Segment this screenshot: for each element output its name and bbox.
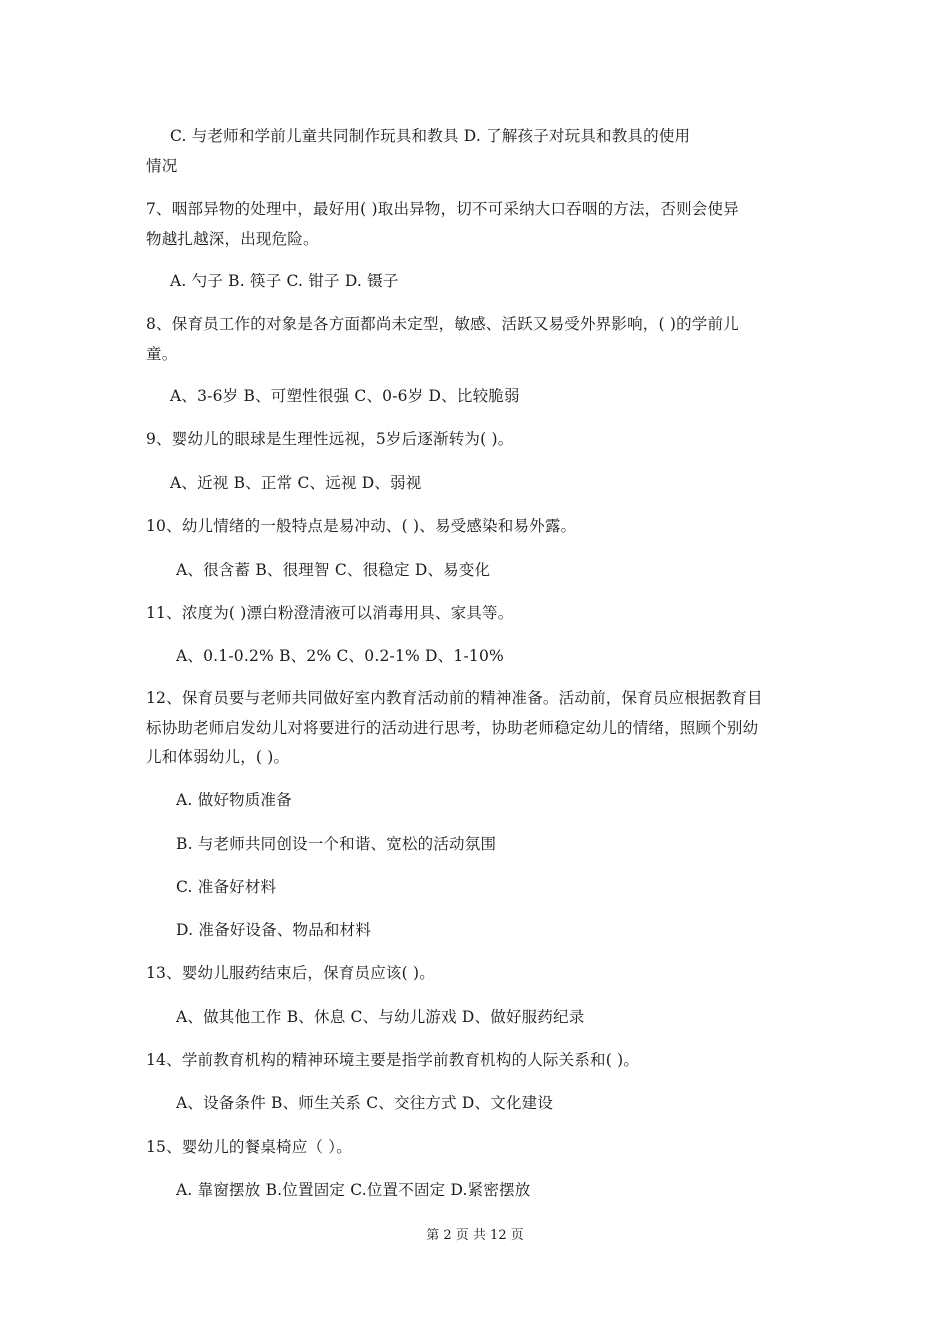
question-10: 10、幼儿情绪的一般特点是易冲动、( )、易受感染和易外露。 [146,517,577,535]
question-12-option-a: A. 做好物质准备 [176,791,292,809]
question-11-options: A、0.1-0.2% B、2% C、0.2-1% D、1-10% [176,647,504,665]
question-12-option-c: C. 准备好材料 [176,878,277,896]
question-15: 15、婴幼儿的餐桌椅应（ ）。 [146,1138,352,1156]
question-7-options: A. 勺子 B. 筷子 C. 钳子 D. 镊子 [170,272,399,290]
question-12-option-d: D. 准备好设备、物品和材料 [176,921,372,939]
question-7-line-2: 物越扎越深，出现危险。 [146,230,319,248]
option-line: C. 与老师和学前儿童共同制作玩具和教具 D. 了解孩子对玩具和教具的使用 [170,127,691,145]
question-11: 11、浓度为( )漂白粉澄清液可以消毒用具、家具等。 [146,604,514,622]
question-7-line-1: 7、咽部异物的处理中，最好用( )取出异物，切不可采纳大口吞咽的方法，否则会使异 [146,200,739,218]
question-8-line-1: 8、保育员工作的对象是各方面都尚未定型，敏感、活跃又易受外界影响，( )的学前儿 [146,315,739,333]
question-14-options: A、设备条件 B、师生关系 C、交往方式 D、文化建设 [176,1094,554,1112]
question-13-options: A、做其他工作 B、休息 C、与幼儿游戏 D、做好服药纪录 [176,1008,585,1026]
question-15-options: A. 靠窗摆放 B.位置固定 C.位置不固定 D.紧密摆放 [176,1181,531,1199]
question-12-option-b: B. 与老师共同创设一个和谐、宽松的活动氛围 [176,835,497,853]
question-9: 9、婴幼儿的眼球是生理性远视，5岁后逐渐转为( )。 [146,430,514,448]
question-8-options: A、3-6岁 B、可塑性很强 C、0-6岁 D、比较脆弱 [170,387,520,405]
question-14: 14、学前教育机构的精神环境主要是指学前教育机构的人际关系和( )。 [146,1051,640,1069]
text-line: 情况 [146,157,178,175]
question-8-line-2: 童。 [146,345,178,363]
page-number-footer: 第 2 页 共 12 页 [426,1228,524,1243]
question-13: 13、婴幼儿服药结束后，保育员应该( )。 [146,964,435,982]
question-12-line-3: 儿和体弱幼儿，( )。 [146,748,290,766]
question-12-line-1: 12、保育员要与老师共同做好室内教育活动前的精神准备。活动前，保育员应根据教育目 [146,689,763,707]
question-9-options: A、近视 B、正常 C、远视 D、弱视 [170,474,422,492]
question-12-line-2: 标协助老师启发幼儿对将要进行的活动进行思考，协助老师稳定幼儿的情绪，照顾个别幼 [146,719,759,737]
question-10-options: A、很含蓄 B、很理智 C、很稳定 D、易变化 [176,561,491,579]
